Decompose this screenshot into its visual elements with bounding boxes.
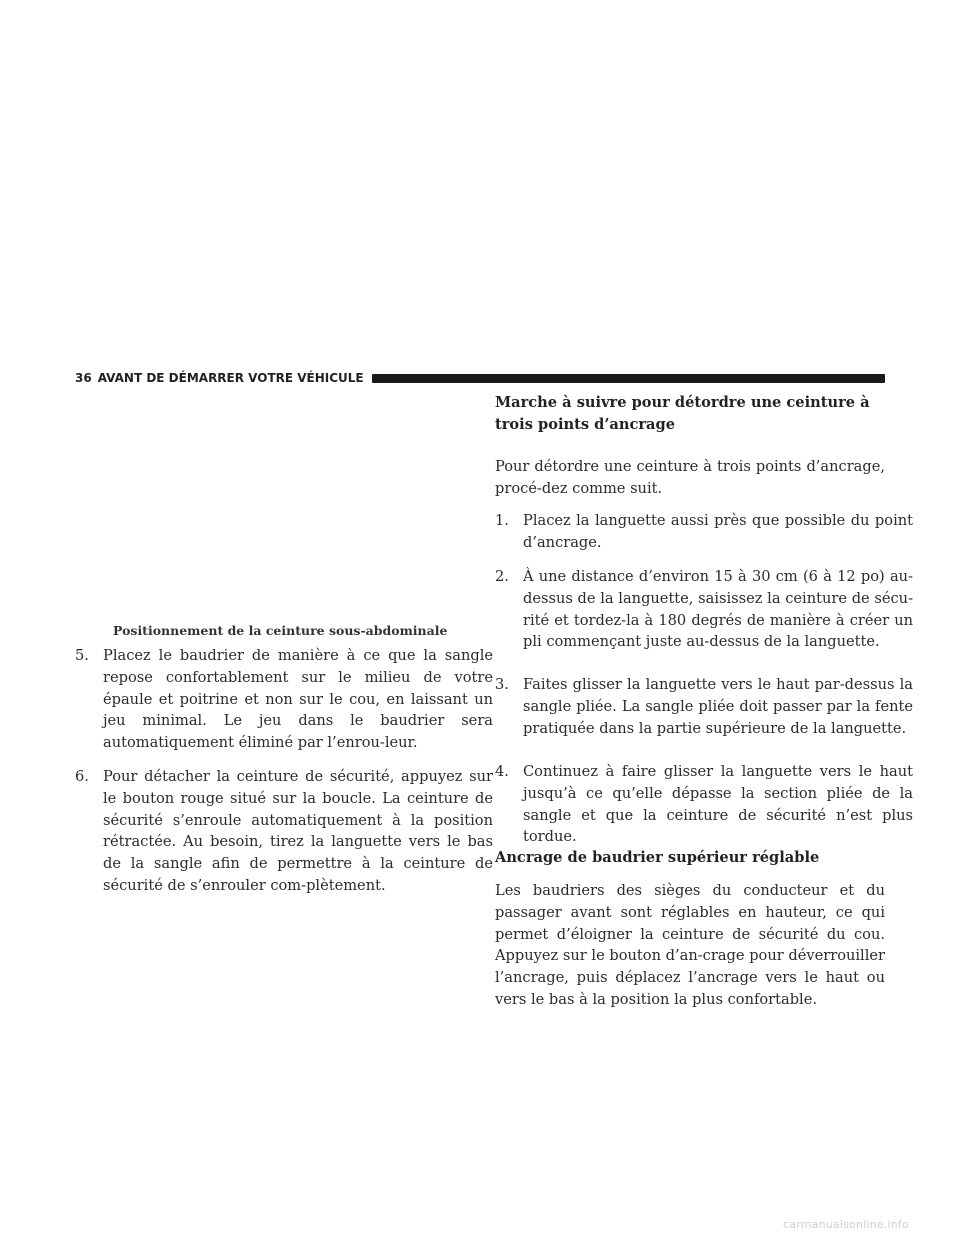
list-item-2 [495, 566, 913, 653]
list-number: 2. [495, 568, 509, 585]
header-rule [372, 374, 885, 383]
list-item-4 [495, 761, 913, 848]
list-number: 3. [495, 676, 509, 693]
list-text: Pour détacher la ceinture de sécurité, appuyez sur le bouton rouge situé sur la boucle. La ceinture de sécurité s’enroule automatiquement à la position rétractée. Au besoin, tirez la languette vers le bas de la sangle afin de permettre à la ceinture de sécurité de s’enrouler com-plètement. [103, 768, 493, 894]
list-number: 6. [75, 768, 89, 785]
section-title: AVANT DE DÉMARRER VOTRE VÉHICULE [97, 371, 364, 385]
list-text: À une distance d’environ 15 à 30 cm (6 à 12 po) au-dessus de la languette, saisissez la ceinture de sécu-rité et tordez-la à 180 degrés de manière à créer un pli commençant juste au-dessus de la languette. [523, 568, 913, 651]
list-number: 4. [495, 763, 509, 780]
list-text: Faites glisser la languette vers le haut par-dessus la sangle pliée. La sangle pliée doit passer par la fente pratiquée dans la partie supérieure de la languette. [523, 676, 913, 737]
list-number: 5. [75, 647, 89, 664]
list-number: 1. [495, 512, 509, 529]
list-text: Continuez à faire glisser la languette vers le haut jusqu’à ce qu’elle dépasse la section pliée de la sangle et que la ceinture de sécurité n’est plus tordue. [523, 763, 913, 846]
list-text: Placez la languette aussi près que possible du point d’ancrage. [523, 512, 913, 551]
figure-caption: Positionnement de la ceinture sous-abdominale [113, 623, 448, 638]
intro-paragraph: Pour détordre une ceinture à trois points d’ancrage, procé-dez comme suit. [495, 458, 885, 497]
list-text: Placez le baudrier de manière à ce que la sangle repose confortablement sur le milieu de votre épaule et poitrine et non sur le cou, en laissant un jeu minimal. Le jeu dans le baudrier sera automatiquement éliminé par l’enrou-leur. [103, 647, 493, 752]
list-item-6 [75, 766, 493, 897]
page-header [75, 370, 885, 386]
footer-watermark: carmanualsonline.info [783, 1218, 909, 1231]
list-item-3 [495, 674, 913, 739]
list-item-1 [495, 510, 913, 554]
page-number: 36 [75, 371, 92, 385]
list-item-5 [75, 645, 493, 754]
section-heading-untwist: Marche à suivre pour détordre une ceinture à trois points d’ancrage [495, 394, 870, 433]
section-heading-anchor: Ancrage de baudrier supérieur réglable [495, 849, 820, 866]
anchor-paragraph: Les baudriers des sièges du conducteur et du passager avant sont réglables en hauteur, ce qui permet d’éloigner la ceinture de sécurité du cou. Appuyez sur le bouton d’an-crage pour déverrouiller l’ancrage, puis déplacez l’ancrage vers le haut ou vers le bas à la position la plus confortable. [495, 882, 885, 1008]
